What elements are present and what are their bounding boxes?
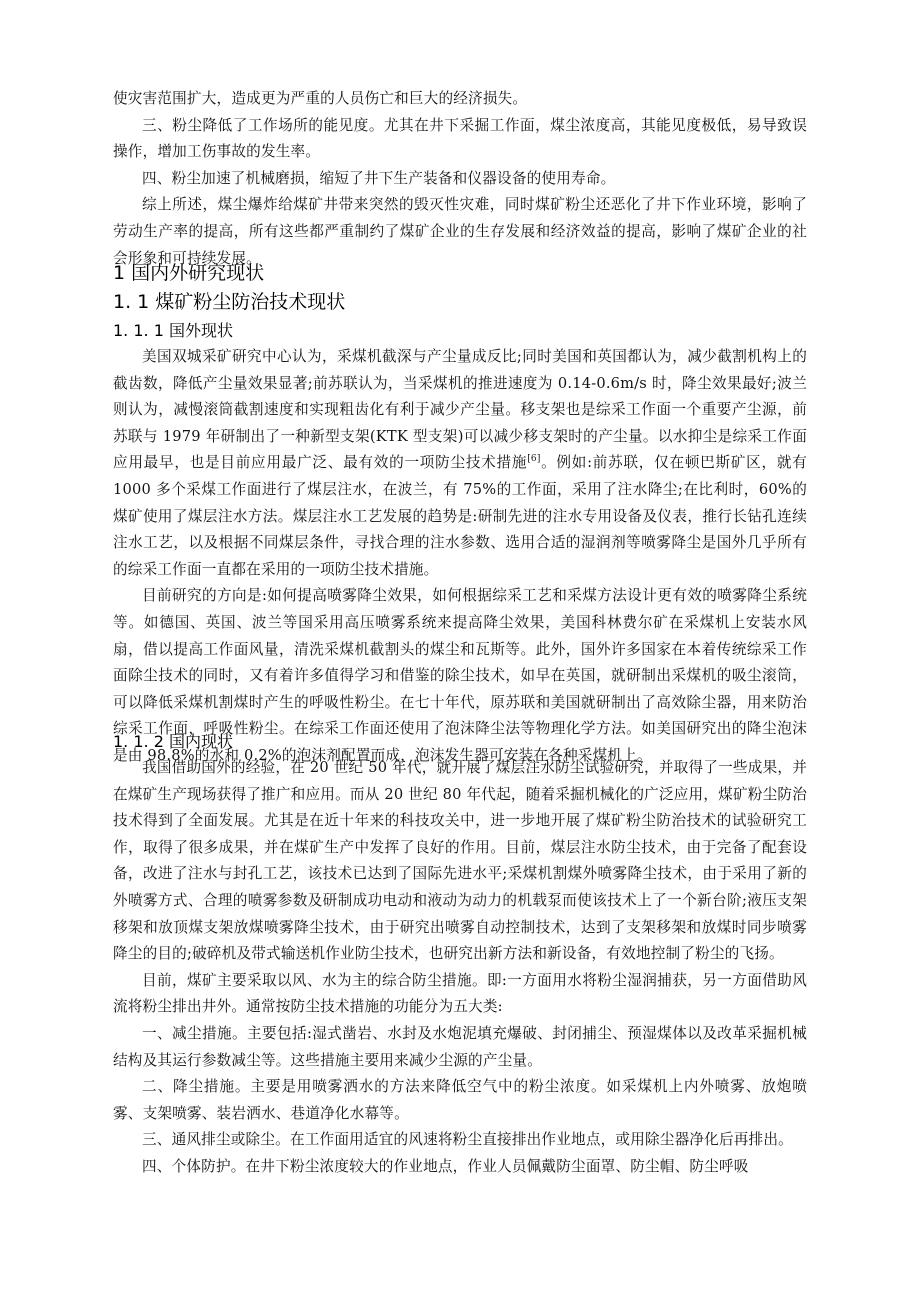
- paragraph: 三、通风排尘或除尘。在工作面用适宜的风速将粉尘直接排出作业地点，或用除尘器净化后再排出。: [142, 1131, 793, 1149]
- paragraph: 三、粉尘降低了工作场所的能见度。尤其在井下采掘工作面，煤尘浓度高，其能见度极低，易导致误操作，增加工伤事故的发生率。: [113, 116, 807, 161]
- intro-section: [113, 86, 807, 272]
- paragraph: 综上所述，煤尘爆炸给煤矿井带来突然的毁灭性灾难，同时煤矿粉尘还恶化了井下作业环境，影响了劳动生产率的提高，所有这些都严重制约了煤矿企业的生存发展和经济效益的提高，影响了煤矿企业的社会形象和可持续发展。: [113, 196, 807, 267]
- paragraph: 四、粉尘加速了机械磨损，缩短了井下生产装备和仪器设备的使用寿命。: [142, 169, 616, 187]
- text-run: 。例如:前苏联，仅在顿巴斯矿区，就有 1000 多个采煤工作面进行了煤层注水，在波兰，有 75%的工作面，采用了注水降尘;在比利时，60%的煤矿使用了煤层注水方法。煤层注水工艺发展的趋势是:研制先进的注水专用设备及仪表，推行长钻孔连续注水工艺，以及根据不同煤层条件，寻找合理的注水参数、选用合适的湿润剂等喷雾降尘是国外几乎所有的综采工作面一直都在采用的一项防尘技术措施。: [113, 454, 807, 578]
- paragraph: 目前研究的方向是:如何提高喷雾降尘效果，如何根据综采工艺和采煤方法设计更有效的喷雾降尘系统等。如德国、英国、波兰等国采用高压喷雾系统来提高降尘效果，美国科林费尔矿在采煤机上安装水风扇，借以提高工作面风量，清洗采煤机截割头的煤尘和瓦斯等。此外，国外许多国家在本着传统综采工作面除尘技术的同时，又有着许多值得学习和借鉴的除尘技术，如早在英国，就研制出采煤机的吸尘滚筒，可以降低采煤机割煤时产生的呼吸性粉尘。在七十年代，原苏联和美国就研制出了高效除尘器，用来防治综采工作面，呼吸性粉尘。在综采工作面还使用了泡沫降尘法等物理化学方法。如美国研究出的降尘泡沫是由 98.8%的水和 0.2%的泡沫剂配置而成，泡沫发生器可安装在各种采煤机上。: [113, 587, 807, 764]
- paragraph: 二、降尘措施。主要是用喷雾洒水的方法来降低空气中的粉尘浓度。如采煤机上内外喷雾、放炮喷雾、支架喷雾、装岩洒水、巷道净化水幕等。: [113, 1078, 807, 1122]
- section-1: [113, 258, 807, 288]
- text-run: 美国双城采矿研究中心认为，采煤机截深与产尘量成反比;同时美国和英国都认为，减少截割机构上的截齿数，降低产尘量效果显著;前苏联认为，当采煤机的推进速度为 0.14-0.6m/s 时，降尘效果最好;波兰则认为，减慢滚筒截割速度和实现粗齿化有利于减少产尘量。移支架也是综采工作面一个重要产尘源，前苏联与 1979 年研制出了一种新型支架(KTK 型支架)可以减少移支架时的产尘量。以水抑尘是综采工作面应用最早，也是目前应用最广泛、最有效的一项防尘技术措施: [113, 348, 807, 472]
- section-1-1-2: [113, 729, 807, 1181]
- paragraph: [113, 344, 807, 583]
- section-1-1: [113, 287, 807, 317]
- paragraph: 四、个体防护。在井下粉尘浓度较大的作业地点，作业人员佩戴防尘面罩、防尘帽、防尘呼吸: [142, 1157, 749, 1175]
- section-1-1-1: [113, 318, 807, 770]
- citation: [6]: [527, 454, 541, 465]
- paragraph: 目前，煤矿主要采取以风、水为主的综合防尘措施。即:一方面用水将粉尘湿润捕获，另一方面借助风流将粉尘排出井外。通常按防尘技术措施的功能分为五大类:: [113, 971, 807, 1016]
- paragraph: 我国借助国外的经验，在 20 世纪 50 年代，就开展了煤层注水防尘试验研究，并取得了一些成果，并在煤矿生产现场获得了推广和应用。而从 20 世纪 80 年代起，随着采掘机械化的广泛应用，煤矿粉尘防治技术得到了全面发展。尤其是在近十年来的科技攻关中，进一步地开展了煤矿粉尘防治技术的试验研究工作，取得了很多成果，并在煤矿生产中发挥了良好的作用。目前，煤层注水防尘技术，由于完备了配套设备，改进了注水与封孔工艺，该技术已达到了国际先进水平;采煤机割煤外喷雾降尘技术，由于采用了新的外喷雾方式、合理的喷雾参数及研制成功电动和液动为动力的机载泵而使该技术上了一个新台阶;液压支架移架和放顶煤支架放煤喷雾降尘技术，由于研究出喷雾自动控制技术，达到了支架移架和放煤时同步喷雾降尘的目的;破碎机及带式输送机作业防尘技术，也研究出新方法和新设备，有效地控制了粉尘的飞扬。: [113, 759, 807, 963]
- paragraph: 使灾害范围扩大，造成更为严重的人员伤亡和巨大的经济损失。: [113, 90, 528, 107]
- section-heading: 1 国内外研究现状: [113, 262, 265, 284]
- subsubsection-heading: 1. 1. 1 国外现状: [113, 321, 233, 340]
- subsubsection-heading: 1. 1. 2 国内现状: [113, 732, 233, 751]
- paragraph: 一、减尘措施。主要包括:湿式凿岩、水封及水炮泥填充爆破、封闭捕尘、预湿煤体以及改革采掘机械结构及其运行参数减尘等。这些措施主要用来减少尘源的产尘量。: [113, 1024, 807, 1069]
- subsection-heading: 1. 1 煤矿粉尘防治技术现状: [113, 291, 346, 313]
